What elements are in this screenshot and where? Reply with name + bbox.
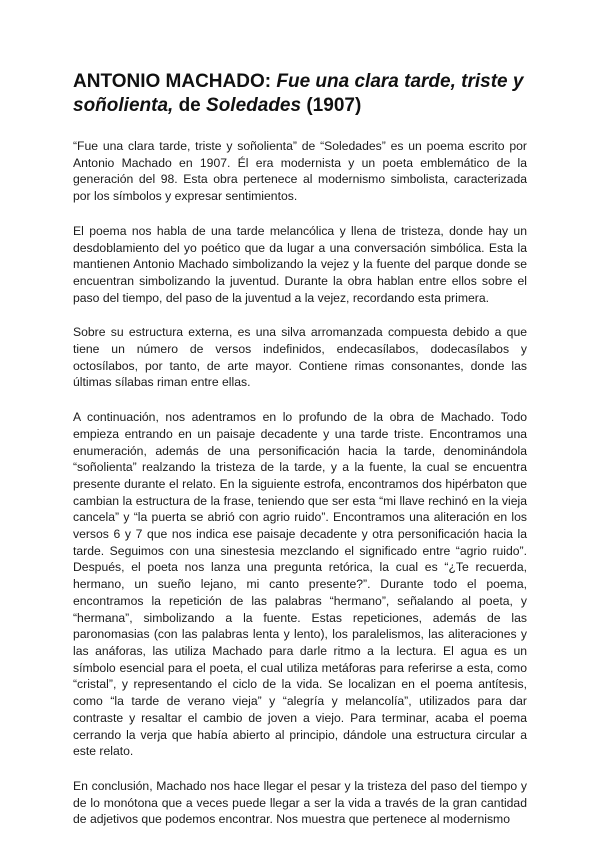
- title-book: Soledades: [206, 95, 302, 116]
- document-title: [73, 70, 527, 118]
- paragraph-structure: Sobre su estructura externa, es una silva arromanzada compuesta debido a que tiene un número de versos indefinidos, endecasílabos, dodecasílabos y octosílabos, por tanto, de arte mayor. Contiene rimas consonantes, donde las últimas sílabas riman entre ellas.: [73, 325, 527, 390]
- title-author: ANTONIO MACHADO:: [73, 71, 277, 92]
- paragraph-conclusion: En conclusión, Machado nos hace llegar el pesar y la tristeza del paso del tiempo y de lo monótona que a veces puede llegar a ser la vida a través de la gran cantidad de adjetivos que podemos encontrar. Nos muestra que pertenece al modernismo: [73, 778, 527, 827]
- title-poem: Fue una clara tarde, triste y soñolienta,: [73, 71, 524, 116]
- title-connector: de: [173, 95, 207, 116]
- paragraph-theme: El poema nos habla de una tarde melancólica y llena de tristeza, donde hay un desdoblamiento del yo poético que da lugar a una conversación simbólica. Esta la mantienen Antonio Machado simbolizando la vejez y la fuente del parque donde se encuentran simbolizando la juventud. Durante la obra hablan entre ellos sobre el paso del tiempo, del paso de la juventud a la vejez, recordando esta primera.: [73, 223, 527, 305]
- paragraph-analysis: A continuación, nos adentramos en lo profundo de la obra de Machado. Todo empieza entrando en un paisaje decadente y una tarde triste. Encontramos una enumeración, además de una personificación hacia la tarde, denominándola “soñolienta” realzando la tristeza de la tarde, y a la fuente, la cual se encuentra presente durante el relato. En la siguiente estrofa, encontramos dos hipérbaton que cambian la estructura de la frase, teniendo que ser esta “mi llave rechinó en la vieja cancela” y “la puerta se abrió con agrio ruido”. Encontramos una aliteración en los versos 6 y 7 que nos indica ese paisaje decadente y otra personificación hacia la tarde. Seguimos con una sinestesia mezclando el significado entre “agrio ruido”. Después, el poeta nos lanza una pregunta retórica, la cual es “¿Te recuerda, hermano, un sueño lejano, mi canto presente?”. Durante todo el poema, encontramos la repetición de las palabras “hermano”, señalando al poeta, y “hermana”, simbolizando a la fuente. Estas repeticiones, además de las paronomasias (con las palabras lenta y lento), los paralelismos, las aliteraciones y las anáforas, las utiliza Machado para darle ritmo a la lectura. El agua es un símbolo esencial para el poeta, el cual utiliza metáforas para referirse a esta, como “cristal”, y representando el ciclo de la vida. Se localizan en el poema antítesis, como “la tarde de verano vieja” y “alegría y melancolía”, utilizados para dar contraste y resaltar el cambio de joven a viejo. Para terminar, acaba el poema cerrando la verja que había abierto al principio, dándole una estructura circular a este relato.: [73, 410, 527, 759]
- title-year: (1907): [301, 95, 362, 116]
- paragraph-intro: “Fue una clara tarde, triste y soñolienta” de “Soledades” es un poema escrito por Antonio Machado en 1907. Él era modernista y un poeta emblemático de la generación del 98. Esta obra pertenece al modernismo simbolista, caracterizada por los símbolos y expresar sentimientos.: [73, 139, 527, 204]
